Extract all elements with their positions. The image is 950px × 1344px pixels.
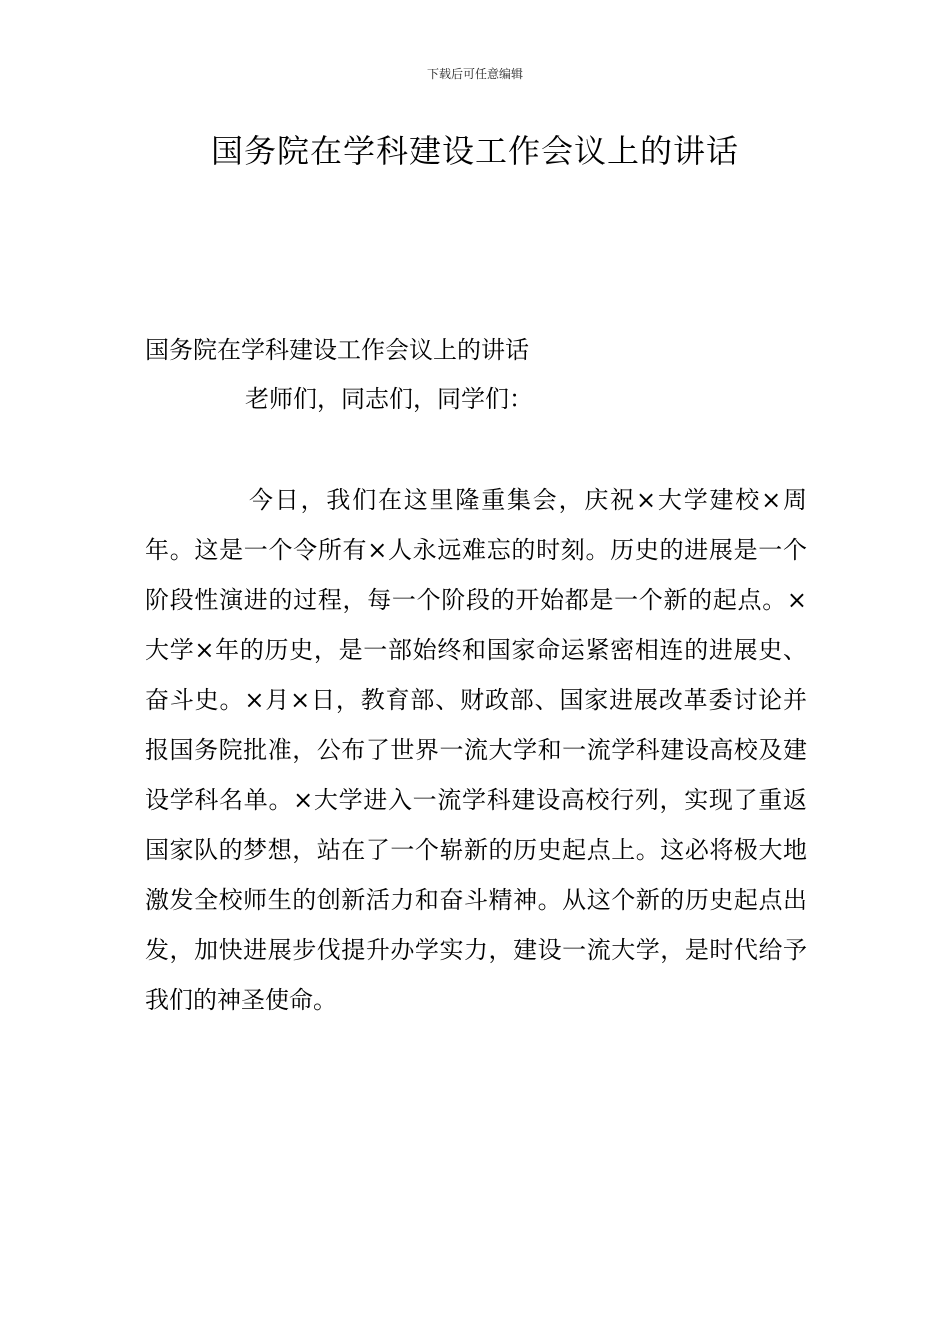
document-subtitle: 国务院在学科建设工作会议上的讲话 [145, 336, 529, 364]
body-paragraph: 今日，我们在这里隆重集会，庆祝×大学建校×周年。这是一个令所有×人永远难忘的时刻。历史的进展是一个阶段性演进的过程，每一个阶段的开始都是一个新的起点。×大学×年的历史，是一部始终和国家命运紧密相连的进展史、奋斗史。×月×日，教育部、财政部、国家进展改革委讨论并报国务院批准，公布了世界一流大学和一流学科建设高校及建设学科名单。×大学进入一流学科建设高校行列，实现了重返国家队的梦想，站在了一个崭新的历史起点上。这必将极大地激发全校师生的创新活力和奋斗精神。从这个新的历史起点出发，加快进展步伐提升办学实力，建设一流大学，是时代给予我们的神圣使命。 [145, 486, 807, 1014]
header-note: 下载后可任意编辑 [426, 67, 523, 81]
salutation: 老师们，同志们，同学们： [245, 385, 533, 413]
document-title: 国务院在学科建设工作会议上的讲话 [210, 132, 739, 170]
